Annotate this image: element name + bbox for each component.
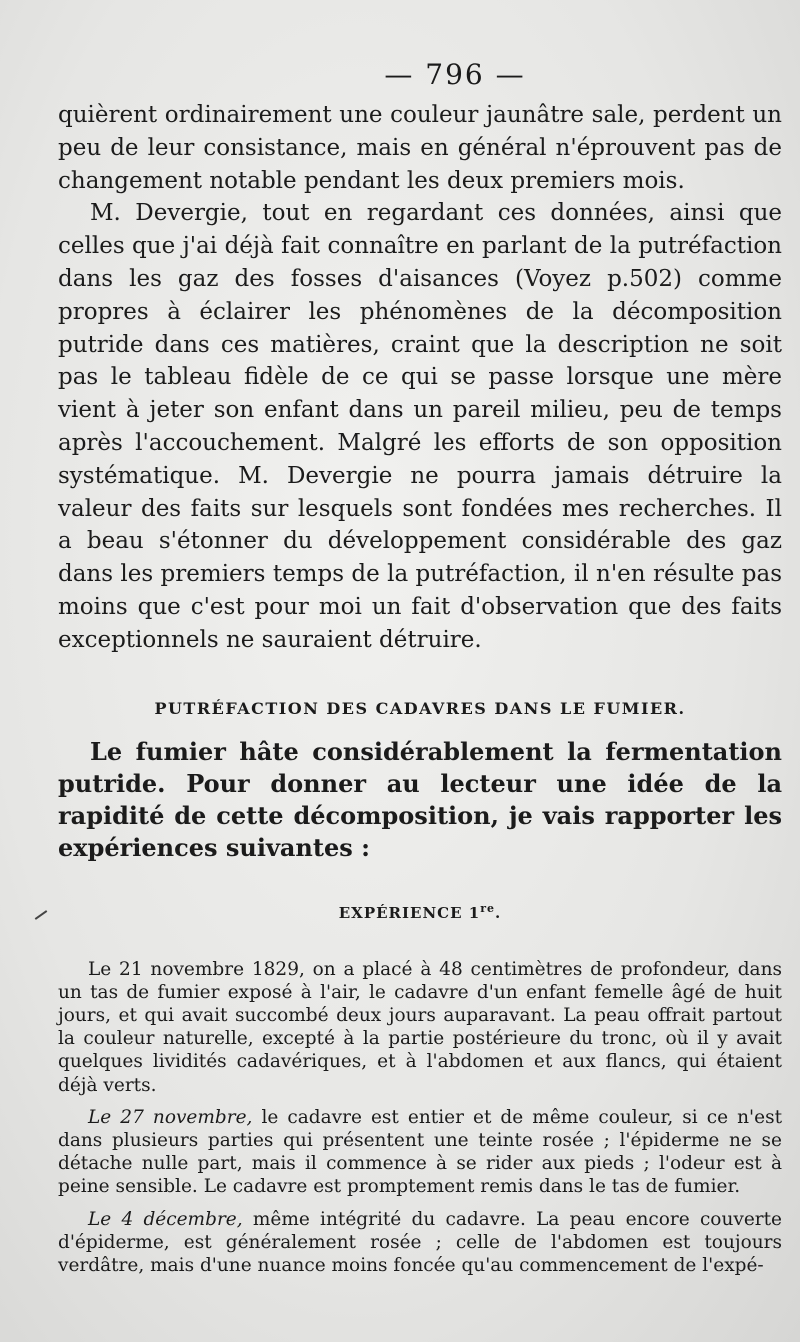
intro-paragraph-devergie: M. Devergie, tout en regardant ces données, ainsi que celles que j'ai déjà fait connaître en parlant de la putréfaction dans les gaz des fosses d'aisances (Voyez p.502) comme propres à éclairer les phénomènes de la décomposition putride dans ces matières, craint que la description ne soit pas le tableau fidèle de ce qui se passe lorsque une mère vient à jeter son enfant dans un pareil milieu, peu de temps après l'accouchement. Malgré les efforts de son opposition systématique. M. Devergie ne pourra jamais détruire la valeur des faits sur lesquels sont fondées mes recherches. Il a beau s'étonner du développement considérable des gaz dans les premiers temps de la putréfaction, il n'en résulte pas moins que c'est pour moi un fait d'observation que des faits exceptionnels ne sauraient détruire. <box>58 200 782 653</box>
page-content <box>58 58 782 1286</box>
experiment-heading-sup: re <box>480 901 495 915</box>
intro-paragraph-continued: quièrent ordinairement une couleur jaunâtre sale, perdent un peu de leur consistance, mais en général n'éprouvent pas de changement notable pendant les deux premiers mois. <box>58 102 782 194</box>
intro-text <box>58 99 782 657</box>
page-number: — 796 — <box>384 58 526 91</box>
experiment-heading-text: EXPÉRIENCE 1 <box>338 903 481 922</box>
entry-date: Le 4 décembre, <box>88 1208 243 1230</box>
entry-text: même intégrité du cadavre. La peau encore couverte d'épiderme, est généralement rosée ; celle de l'abdomen est toujours verdâtre, mais d'une nuance moins foncée qu'au commencement de l'expé- <box>58 1208 782 1276</box>
experiment-heading: EXPÉRIENCE 1re. <box>338 901 502 922</box>
experiment-intro: Le 21 novembre 1829, on a placé à 48 centimètres de profondeur, dans un tas de fumier exposé à l'air, le cadavre d'un enfant femelle âgé de huit jours, et qui avait succombé deux jours auparavant. La peau offrait partout la couleur naturelle, excepté à la partie postérieure du tronc, où il y avait quelques lividités cadavériques, et à l'abdomen et aux flancs, qui étaient déjà verts. <box>58 958 782 1096</box>
experiment-body <box>58 958 782 1278</box>
journal-entry <box>58 1106 782 1199</box>
entry-text: le cadavre est entier et de même couleur, si ce n'est dans plusieurs parties qui présentent une teinte rosée ; l'épiderme ne se détache nulle part, mais il commence à se rider aux pieds ; l'odeur est à peine sensible. Le cadavre est promptement remis dans le tas de fumier. <box>58 1106 783 1198</box>
entry-date: Le 27 novembre, <box>88 1106 253 1128</box>
section-heading: PUTRÉFACTION DES CADAVRES DANS LE FUMIER. <box>154 698 686 718</box>
section-paragraph: Le fumier hâte considérablement la fermentation putride. Pour donner au lecteur une idée de la rapidité de cette décomposition, je vais rapporter les expériences suivantes : <box>58 736 782 862</box>
margin-pencil-mark <box>35 910 48 920</box>
journal-entry <box>58 1208 782 1278</box>
